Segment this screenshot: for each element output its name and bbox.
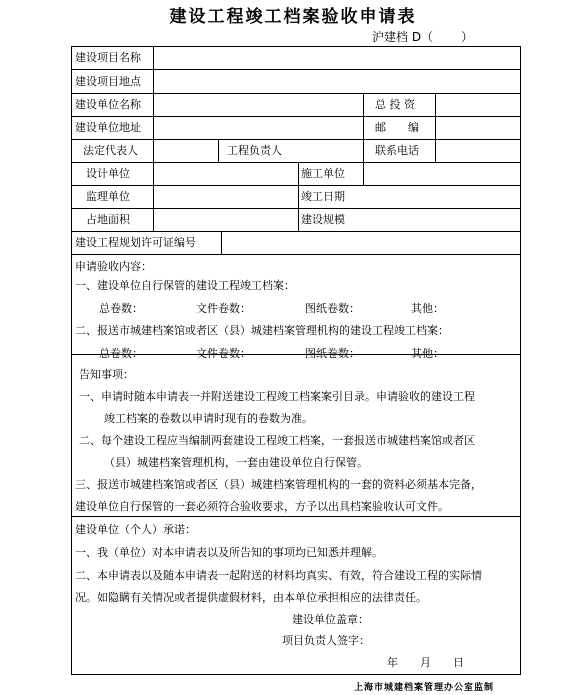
legal-representative-label: 法定代表人 <box>83 144 138 157</box>
row-divider <box>71 254 521 255</box>
row-divider <box>71 208 521 209</box>
item2-document-volumes: 文件卷数： <box>196 347 251 360</box>
row-divider <box>71 69 521 70</box>
build-unit-address-label: 建设单位地址 <box>75 121 141 134</box>
issuer-footer: 上海市城建档案管理办公室监制 <box>354 683 495 693</box>
column-divider <box>153 46 154 231</box>
notice-2-line-1: 二、每个建设工程应当编制两套建设工程竣工档案，一套报送市城建档案馆或者区 <box>79 434 475 447</box>
pledge-line-3: 况。如隐瞒有关情况或者提供虚假材料，由本单位承担相应的法律责任。 <box>75 591 427 604</box>
planning-permit-number-label: 建设工程规划许可证编号 <box>75 236 196 249</box>
supervision-unit-label: 监理单位 <box>86 190 130 203</box>
unit-seal-label: 建设单位盖章： <box>292 613 369 626</box>
notice-3-line-1: 三、报送市城建档案馆或者区（县）城建档案管理机构的一套的资料必须基本完备， <box>75 478 482 491</box>
item2-drawing-volumes: 图纸卷数： <box>305 347 360 360</box>
application-form-table <box>71 46 521 675</box>
column-divider <box>435 93 436 163</box>
pledge-heading: 建设单位（个人）承诺： <box>75 523 196 536</box>
project-location-label: 建设项目地点 <box>75 75 141 88</box>
design-unit-label: 设计单位 <box>86 167 130 180</box>
signing-date: 年 月 日 <box>387 656 464 669</box>
floor-area-label: 占地面积 <box>86 213 130 226</box>
leader-signature-label: 项目负责人签字： <box>282 634 370 647</box>
notice-1-line-2: 竣工档案的卷数以申请时现有的卷数为准。 <box>104 412 313 425</box>
notice-2-line-2: （县）城建档案管理机构，一套由建设单位自行保管。 <box>104 456 368 469</box>
project-name-label: 建设项目名称 <box>75 51 141 64</box>
notice-3-line-2: 建设单位自行保管的一套必须符合验收要求，方予以出具档案验收认可文件。 <box>75 500 449 513</box>
column-divider <box>298 162 299 231</box>
column-divider <box>221 231 222 254</box>
row-divider <box>71 162 521 163</box>
notice-1-line-1: 一、申请时随本申请表一并附送建设工程竣工档案案引目录。申请验收的建设工程 <box>79 390 475 403</box>
column-divider <box>218 139 219 162</box>
application-item-1: 一、建设单位自行保管的建设工程竣工档案： <box>75 279 295 292</box>
item1-total-volumes: 总卷数： <box>99 302 143 315</box>
build-unit-name-label: 建设单位名称 <box>75 98 141 111</box>
project-leader-label: 工程负责人 <box>227 144 282 157</box>
application-heading: 申请验收内容： <box>75 260 152 273</box>
document-number-close: ） <box>461 30 474 44</box>
construction-unit-label: 施工单位 <box>301 167 345 180</box>
column-divider <box>363 93 364 185</box>
completion-date-label: 竣工日期 <box>301 190 345 203</box>
row-divider <box>71 139 521 140</box>
postcode-label: 邮 编 <box>375 121 419 134</box>
item1-other: 其他： <box>411 302 444 315</box>
pledge-line-1: 一、我（单位）对本申请表以及所告知的事项均已知悉并理解。 <box>75 546 383 559</box>
row-divider <box>71 231 521 232</box>
phone-label: 联系电话 <box>375 144 419 157</box>
row-divider <box>71 93 521 94</box>
pledge-line-2: 二、本申请表以及随本申请表一起附送的材料均真实、有效，符合建设工程的实际情 <box>75 569 482 582</box>
item1-document-volumes: 文件卷数： <box>196 302 251 315</box>
total-investment-label: 总 投 资 <box>375 98 415 111</box>
application-item-2: 二、报送市城建档案馆或者区（县）城建档案管理机构的建设工程竣工档案： <box>75 324 449 337</box>
notice-heading: 告知事项： <box>79 368 134 381</box>
build-scale-label: 建设规模 <box>301 213 345 226</box>
item1-drawing-volumes: 图纸卷数： <box>305 302 360 315</box>
item2-other: 其他： <box>411 347 444 360</box>
document-number-label: 沪建档 D（ <box>372 30 434 44</box>
form-title: 建设工程竣工档案验收申请表 <box>169 7 417 27</box>
row-divider <box>71 516 521 517</box>
document-number <box>372 28 473 45</box>
item2-total-volumes: 总卷数： <box>99 347 143 360</box>
row-divider <box>71 185 521 186</box>
row-divider <box>71 116 521 117</box>
